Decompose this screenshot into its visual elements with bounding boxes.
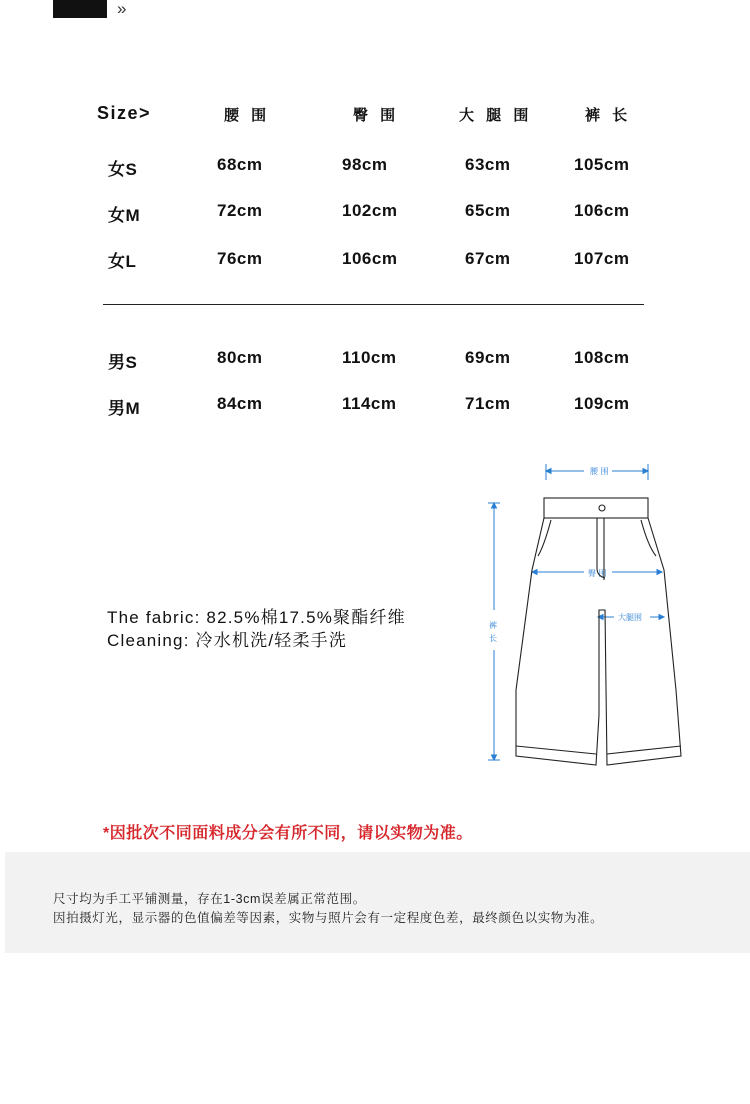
note-line-1: 尺寸均为手工平铺测量，存在1-3cm误差属正常范围。	[53, 892, 366, 906]
arrow-right	[657, 570, 662, 575]
arrow-left	[532, 570, 537, 575]
header-size: Size>	[97, 103, 152, 123]
thigh-value: 63cm	[465, 155, 511, 174]
thigh-value: 67cm	[465, 249, 511, 268]
arrow-left	[546, 469, 551, 474]
button-icon	[599, 505, 605, 511]
header-thigh: 大 腿 围	[459, 107, 533, 124]
measurement-notes	[5, 852, 750, 953]
thigh-label: 大腿围	[618, 613, 642, 622]
length-value: 107cm	[574, 249, 630, 268]
thigh-value: 69cm	[465, 348, 511, 367]
size-label: 女M	[108, 206, 141, 225]
waist-value: 76cm	[217, 249, 263, 268]
hip-value: 106cm	[342, 249, 398, 268]
left-pocket	[538, 520, 551, 556]
cleaning-instructions: Cleaning: 冷水机洗/轻柔手洗	[107, 631, 348, 650]
length-value: 105cm	[574, 155, 630, 174]
batch-notice: *因批次不同面料成分会有所不同，请以实物为准。	[103, 825, 473, 842]
length-label-1: 裤	[489, 621, 497, 630]
header-waist: 腰 围	[224, 107, 271, 124]
left-cuff	[516, 746, 596, 754]
waist-value: 80cm	[217, 348, 263, 367]
thigh-value: 71cm	[465, 394, 511, 413]
arrow-right	[659, 615, 664, 620]
arrow-down	[492, 755, 497, 760]
double-chevron-icon: »	[117, 0, 127, 18]
header-hip: 臀 围	[353, 107, 400, 124]
header-length: 裤 长	[585, 107, 632, 124]
length-value: 106cm	[574, 201, 630, 220]
fabric-composition: The fabric: 82.5%棉17.5%聚酯纤维	[107, 608, 406, 627]
arrow-up	[492, 503, 497, 508]
hip-value: 114cm	[342, 394, 397, 413]
pants-outline	[516, 518, 681, 765]
top-black-bar	[53, 0, 107, 18]
hip-value: 102cm	[342, 201, 398, 220]
length-value: 108cm	[574, 348, 630, 367]
waist-label: 腰 围	[590, 467, 609, 476]
waist-value: 68cm	[217, 155, 263, 174]
size-label: 女L	[108, 252, 137, 271]
length-value: 109cm	[574, 394, 630, 413]
waist-value: 84cm	[217, 394, 263, 413]
size-label: 女S	[108, 160, 138, 179]
waist-value: 72cm	[217, 201, 263, 220]
note-line-2: 因拍摄灯光，显示器的色值偏差等因素，实物与照片会有一定程度色差，最终颜色以实物为准。	[53, 911, 604, 925]
right-cuff	[607, 746, 681, 754]
hip-value: 110cm	[342, 348, 397, 367]
waistband	[544, 498, 648, 518]
arrow-right	[643, 469, 648, 474]
size-label: 男M	[108, 399, 141, 418]
hip-value: 98cm	[342, 155, 388, 174]
size-label: 男S	[108, 353, 138, 372]
length-label-2: 长	[489, 634, 497, 643]
fabric-info	[107, 606, 406, 652]
table-divider	[103, 304, 644, 305]
hip-label: 臀 围	[588, 569, 607, 578]
thigh-value: 65cm	[465, 201, 511, 220]
pants-diagram	[486, 460, 686, 780]
